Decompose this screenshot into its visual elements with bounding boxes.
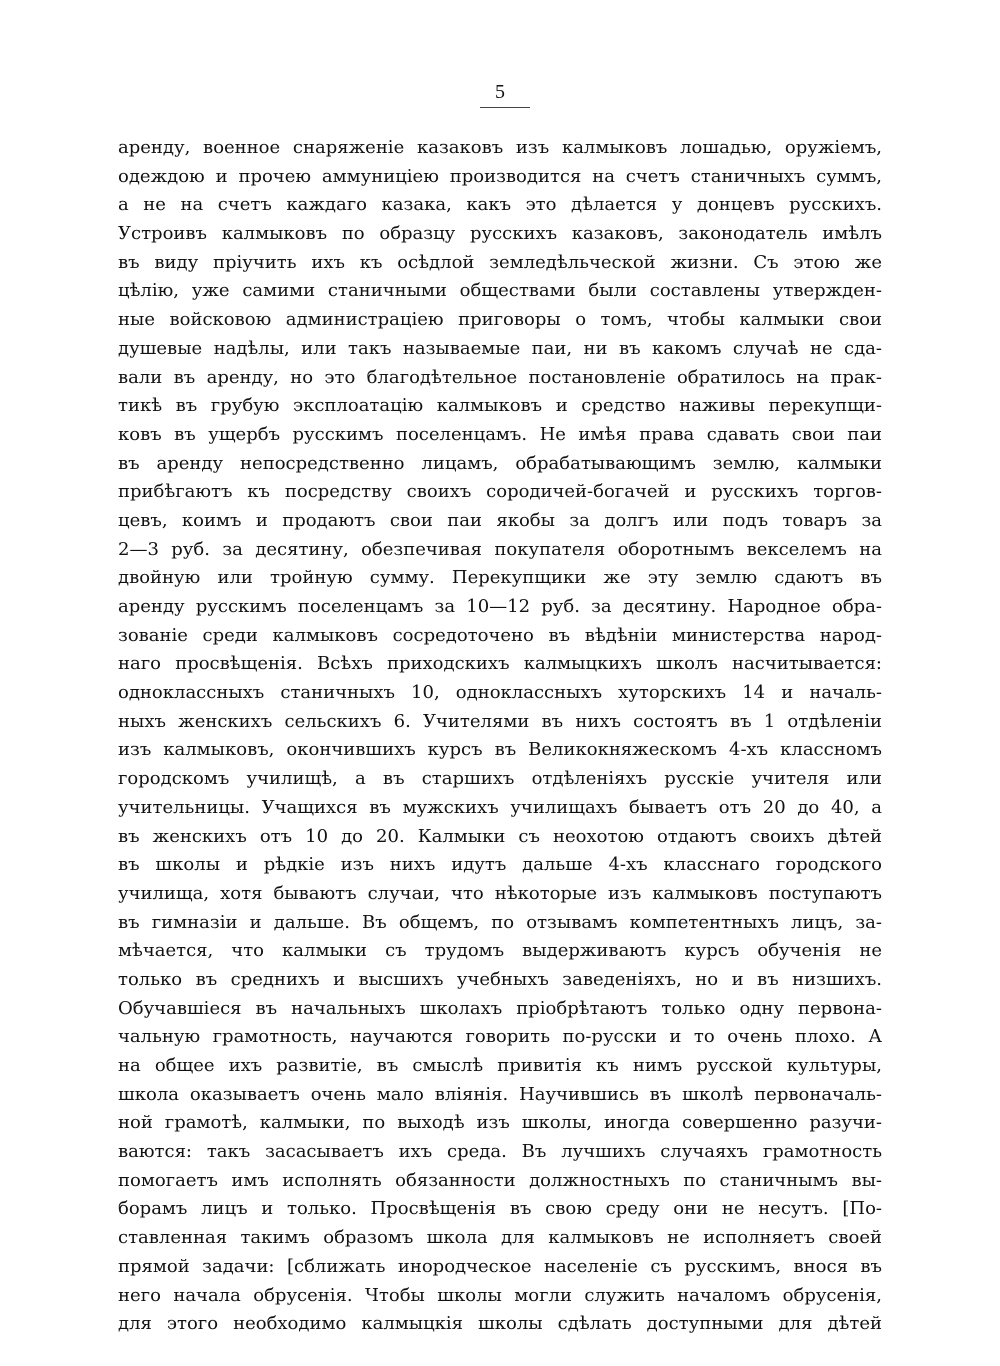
text-line: прямой задачи: [сближать инородческое населеніе съ русскимъ, внося въ (118, 1255, 882, 1277)
text-line: училища, хотя бываютъ случаи, что нѣкоторые изъ калмыковъ поступаютъ (118, 882, 882, 904)
text-line: тикѣ въ грубую эксплоатацію калмыковъ и средство наживы перекупщи- (118, 395, 882, 417)
text-line: въ школы и рѣдкіе изъ нихъ идутъ дальше 4-хъ класснаго городского (118, 854, 882, 876)
header-rule (480, 107, 530, 108)
text-line: въ женскихъ отъ 10 до 20. Калмыки съ неохотою отдаютъ своихъ дѣтей (118, 825, 882, 847)
text-line: одноклассныхъ станичныхъ 10, одноклассныхъ хуторскихъ 14 и началь- (118, 682, 882, 704)
text-line: ставленная такимъ образомъ школа для калмыковъ не исполняетъ своей (118, 1227, 882, 1249)
text-line: только въ среднихъ и высшихъ учебныхъ заведеніяхъ, но и въ низшихъ. (118, 968, 882, 990)
text-line: ной грамотѣ, калмыки, по выходѣ изъ школы, иногда совершенно разучи- (118, 1112, 882, 1134)
text-line: ныхъ женскихъ сельскихъ 6. Учителями въ нихъ состоятъ въ 1 отдѣленіи (118, 710, 882, 732)
text-line: мѣчается, что калмыки съ трудомъ выдерживаютъ курсъ обученія не (118, 940, 882, 962)
text-line: вали въ аренду, но это благодѣтельное постановленіе обратилось на прак- (118, 366, 882, 388)
text-line: въ аренду непосредственно лицамъ, обрабатывающимъ землю, калмыки (118, 452, 882, 474)
text-line: на общее ихъ развитіе, въ смыслѣ привитія къ нимъ русской культуры, (118, 1055, 882, 1076)
text-line: ваются: такъ засасываетъ ихъ среда. Въ лучшихъ случаяхъ грамотность (118, 1141, 882, 1163)
text-line: Устроивъ калмыковъ по образцу русскихъ казаковъ, законодатель имѣлъ (118, 223, 882, 245)
text-line: аренду русскимъ поселенцамъ за 10—12 руб. за десятину. Народное обра- (118, 596, 882, 617)
text-line: ковъ въ ущербъ русскимъ поселенцамъ. Не имѣя права сдавать свои паи (118, 423, 882, 445)
text-line: а не на счетъ каждаго казака, какъ это дѣлается у донцевъ русскихъ. (118, 194, 882, 216)
text-line: ные войсковою администраціею приговоры о томъ, чтобы калмыки свои (118, 309, 882, 331)
text-line: прибѣгаютъ къ посредству своихъ сородичей-богачей и русскихъ торгов- (118, 481, 882, 503)
text-line: двойную или тройную сумму. Перекупщики же эту землю сдаютъ въ (118, 567, 882, 589)
text-line: школа оказываетъ очень мало вліянія. Научившись въ школѣ первоначаль- (118, 1083, 882, 1105)
text-line: наго просвѣщенія. Всѣхъ приходскихъ калмыцкихъ школъ насчитывается: (118, 653, 882, 675)
text-line: 2—3 руб. за десятину, обезпечивая покупателя оборотнымъ векселемъ на (118, 538, 882, 560)
text-line: чальную грамотность, научаются говорить по-русски и то очень плохо. А (118, 1026, 882, 1048)
text-line: учительницы. Учащихся въ мужскихъ училищахъ бываетъ отъ 20 до 40, а (118, 796, 882, 818)
text-line: помогаетъ имъ исполнять обязанности должностныхъ по станичнымъ вы- (118, 1169, 882, 1191)
text-line: зованіе среди калмыковъ сосредоточено въ вѣдѣніи министерства народ- (118, 624, 882, 646)
text-line: цѣлію, уже самими станичными обществами были составлены утвержден- (118, 280, 882, 302)
text-line: душевые надѣлы, или такъ называемые паи, ни въ какомъ случаѣ не сда- (118, 337, 882, 359)
text-line: одеждою и прочею аммуниціею производится на счетъ станичныхъ суммъ, (118, 165, 882, 187)
text-line: Обучавшіеся въ начальныхъ школахъ пріобрѣтаютъ только одну первона- (118, 997, 882, 1019)
text-line: борамъ лицъ и только. Просвѣщенія въ свою среду они не несутъ. [По- (118, 1198, 882, 1220)
page-number: 5 (495, 81, 505, 103)
text-line: городскомъ училищѣ, а въ старшихъ отдѣленіяхъ русскіе учителя или (118, 768, 882, 790)
text-line: него начала обрусенія. Чтобы школы могли служить началомъ обрусенія, (118, 1284, 882, 1306)
text-line: изъ калмыковъ, окончившихъ курсъ въ Великокняжескомъ 4-хъ классномъ (118, 739, 882, 761)
text-line: въ гимназіи и дальше. Въ общемъ, по отзывамъ компетентныхъ лицъ, за- (118, 911, 882, 933)
text-line: цевъ, коимъ и продаютъ свои паи якобы за долгъ или подъ товаръ за (118, 509, 882, 531)
text-line: для этого необходимо калмыцкія школы сдѣлать доступными для дѣтей (118, 1313, 882, 1335)
body-text (118, 134, 882, 1339)
text-line: аренду, военное снаряженіе казаковъ изъ калмыковъ лошадью, оружіемъ, (118, 137, 882, 158)
text-line: въ виду пріучить ихъ къ осѣдлой земледѣльческой жизни. Съ этою же (118, 251, 882, 273)
